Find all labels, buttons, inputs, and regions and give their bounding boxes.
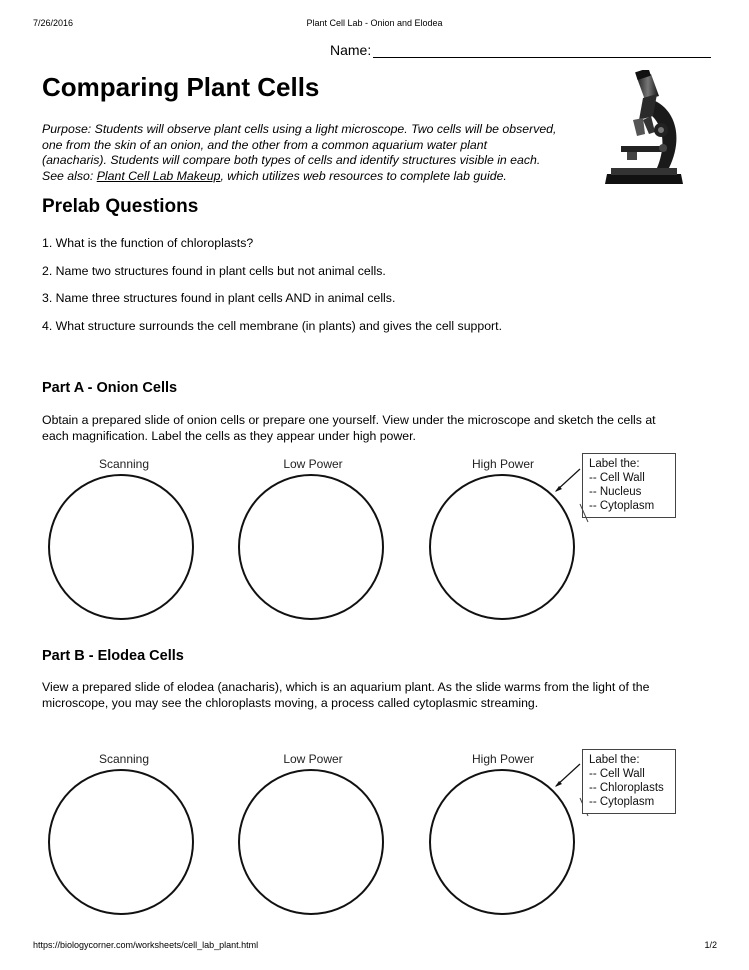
part-b-line-2: microscope, you may see the chloroplasts moving, a process called cytoplasmic streaming. [42,695,539,710]
part-b-line-1: View a prepared slide of elodea (anacharis), which is an aquarium plant. As the slide warms from the light of the [42,680,650,694]
scanning-label: Scanning [98,457,150,471]
high-power-label: High Power [471,457,535,471]
footer-page-number: 1/2 [704,940,717,950]
scanning-label: Scanning [98,752,150,766]
part-b-heading: Part B - Elodea Cells [42,648,184,664]
elodea-low-power-drawing-circle[interactable] [238,769,384,915]
prelab-question: 4. What structure surrounds the cell membrane (in plants) and gives the cell support. [42,319,502,333]
part-b-instructions [42,680,712,711]
elodea-high-power-drawing-circle[interactable] [429,769,575,915]
low-power-label: Low Power [283,752,343,766]
label-box-line: Label the: [589,458,640,470]
label-box-line: -- Chloroplasts [589,782,664,794]
purpose-line-2: one from the skin of an onion, and the other from a common aquarium water plant [42,137,487,152]
purpose-see-also: See also: [42,168,97,183]
purpose-line-3: (anacharis). Students will compare both types of cells and identify structures visible in each. [42,153,541,167]
name-label: Name: [330,42,372,58]
elodea-scanning-drawing-circle[interactable] [48,769,194,915]
prelab-question: 3. Name three structures found in plant cells AND in animal cells. [42,291,396,305]
prelab-question: 2. Name two structures found in plant cells but not animal cells. [42,264,386,278]
purpose-see-also-suffix: , which utilizes web resources to complete lab guide. [220,168,507,183]
prelab-heading: Prelab Questions [42,196,199,217]
elodea-label-instructions-box [582,749,676,814]
part-a-line-2: each magnification. Label the cells as they appear under high power. [42,428,416,443]
prelab-question: 1. What is the function of chloroplasts? [42,236,254,250]
purpose-line-1: Purpose: Students will observe plant cells using a light microscope. Two cells will be observed, [42,122,557,136]
label-box-line: -- Cell Wall [589,768,645,780]
label-box-line: -- Cytoplasm [589,500,655,512]
label-box-line: -- Cell Wall [589,472,645,484]
print-doc-title: Plant Cell Lab - Onion and Elodea [306,18,443,28]
label-box-line: -- Cytoplasm [589,796,655,808]
part-a-heading: Part A - Onion Cells [42,380,178,396]
part-a-line-1: Obtain a prepared slide of onion cells or prepare one yourself. View under the microscope and sketch the cells at [42,413,656,427]
plant-cell-lab-makeup-link[interactable]: Plant Cell Lab Makeup [96,168,221,183]
high-power-label: High Power [471,752,535,766]
footer-url: https://biologycorner.com/worksheets/cell_lab_plant.html [33,940,259,950]
page-title: Comparing Plant Cells [42,72,320,102]
label-box-line: -- Nucleus [589,486,642,498]
label-box-line: Label the: [589,754,640,766]
low-power-label: Low Power [283,457,343,471]
print-date: 7/26/2016 [33,18,74,28]
